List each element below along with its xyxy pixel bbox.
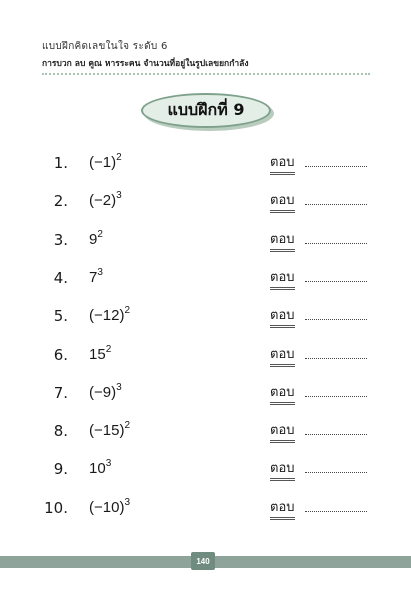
expression-base: (−1) <box>89 154 117 171</box>
expression-base: 15 <box>89 345 106 363</box>
question-number: 1. <box>53 154 68 172</box>
answer-blank[interactable] <box>305 204 367 205</box>
expression-exponent: 3 <box>105 458 112 470</box>
question-number: 7. <box>53 383 68 402</box>
header-divider <box>42 73 370 75</box>
question-row <box>0 419 411 443</box>
answer-blank[interactable] <box>305 281 367 282</box>
answer-blank[interactable] <box>305 358 367 359</box>
expression-base: 10 <box>89 460 106 478</box>
expression-exponent: 2 <box>116 152 122 163</box>
question-expression <box>89 151 122 175</box>
page-number-tab <box>191 552 215 570</box>
answer-blank[interactable] <box>305 319 367 320</box>
expression-exponent: 2 <box>97 228 103 240</box>
expression-base: (−2) <box>89 192 117 210</box>
answer-blank[interactable] <box>305 511 367 512</box>
answer-label: ตอบ <box>270 499 295 520</box>
question-row <box>0 496 411 520</box>
question-number: 9. <box>53 460 68 479</box>
question-number: 8. <box>53 422 68 441</box>
expression-exponent: 3 <box>116 190 122 202</box>
answer-label: ตอบ <box>270 460 295 481</box>
expression-exponent: 2 <box>124 305 130 317</box>
answer-label: ตอบ <box>270 384 295 405</box>
exercise-title-badge <box>141 93 271 128</box>
answer-label: ตอบ <box>270 192 295 213</box>
topic-subtitle: การบวก ลบ คูณ หารระคน จำนวนที่อยู่ในรูปเลขยกกำลัง <box>42 59 249 69</box>
question-expression <box>89 189 122 213</box>
question-number: 6. <box>53 345 68 364</box>
question-row <box>0 189 411 213</box>
expression-base: (−12) <box>89 307 125 325</box>
question-number: 3. <box>53 230 68 249</box>
question-number: 5. <box>53 307 68 326</box>
question-expression <box>89 304 130 328</box>
question-number: 10. <box>44 498 68 517</box>
expression-exponent: 3 <box>116 381 122 393</box>
question-expression <box>89 228 103 252</box>
question-expression <box>89 381 122 405</box>
answer-blank[interactable] <box>305 243 367 244</box>
expression-base: 7 <box>89 268 98 286</box>
answer-label: ตอบ <box>270 422 295 443</box>
answer-label: ตอบ <box>270 231 295 252</box>
question-row <box>0 228 411 252</box>
exercise-title: แบบฝึกที่ 9 <box>167 100 245 119</box>
expression-exponent: 3 <box>124 496 130 508</box>
question-number: 2. <box>53 192 68 211</box>
question-row <box>0 151 411 175</box>
expression-exponent: 3 <box>97 266 103 278</box>
question-number: 4. <box>53 268 68 287</box>
question-expression <box>89 457 111 481</box>
expression-base: (−9) <box>89 383 117 401</box>
question-expression <box>89 266 103 290</box>
answer-blank[interactable] <box>305 396 367 397</box>
question-row <box>0 266 411 290</box>
answer-label: ตอบ <box>270 154 295 175</box>
expression-base: (−15) <box>89 422 125 440</box>
question-row <box>0 381 411 405</box>
question-row <box>0 304 411 328</box>
expression-base: 9 <box>89 230 98 248</box>
answer-label: ตอบ <box>270 346 295 367</box>
answer-blank[interactable] <box>305 472 367 473</box>
expression-base: (−10) <box>89 498 125 516</box>
answer-blank[interactable] <box>305 434 367 435</box>
question-row <box>0 457 411 481</box>
answer-blank[interactable] <box>305 166 367 167</box>
answer-label: ตอบ <box>270 269 295 290</box>
expression-exponent: 2 <box>124 420 130 432</box>
question-expression <box>89 419 130 443</box>
book-title: แบบฝึกคิดเลขในใจ ระดับ 6 <box>42 41 168 52</box>
question-expression <box>89 496 130 520</box>
answer-label: ตอบ <box>270 307 295 328</box>
expression-exponent: 2 <box>105 343 112 355</box>
page-number: 140 <box>196 556 210 566</box>
question-expression <box>89 343 111 367</box>
question-row <box>0 343 411 367</box>
